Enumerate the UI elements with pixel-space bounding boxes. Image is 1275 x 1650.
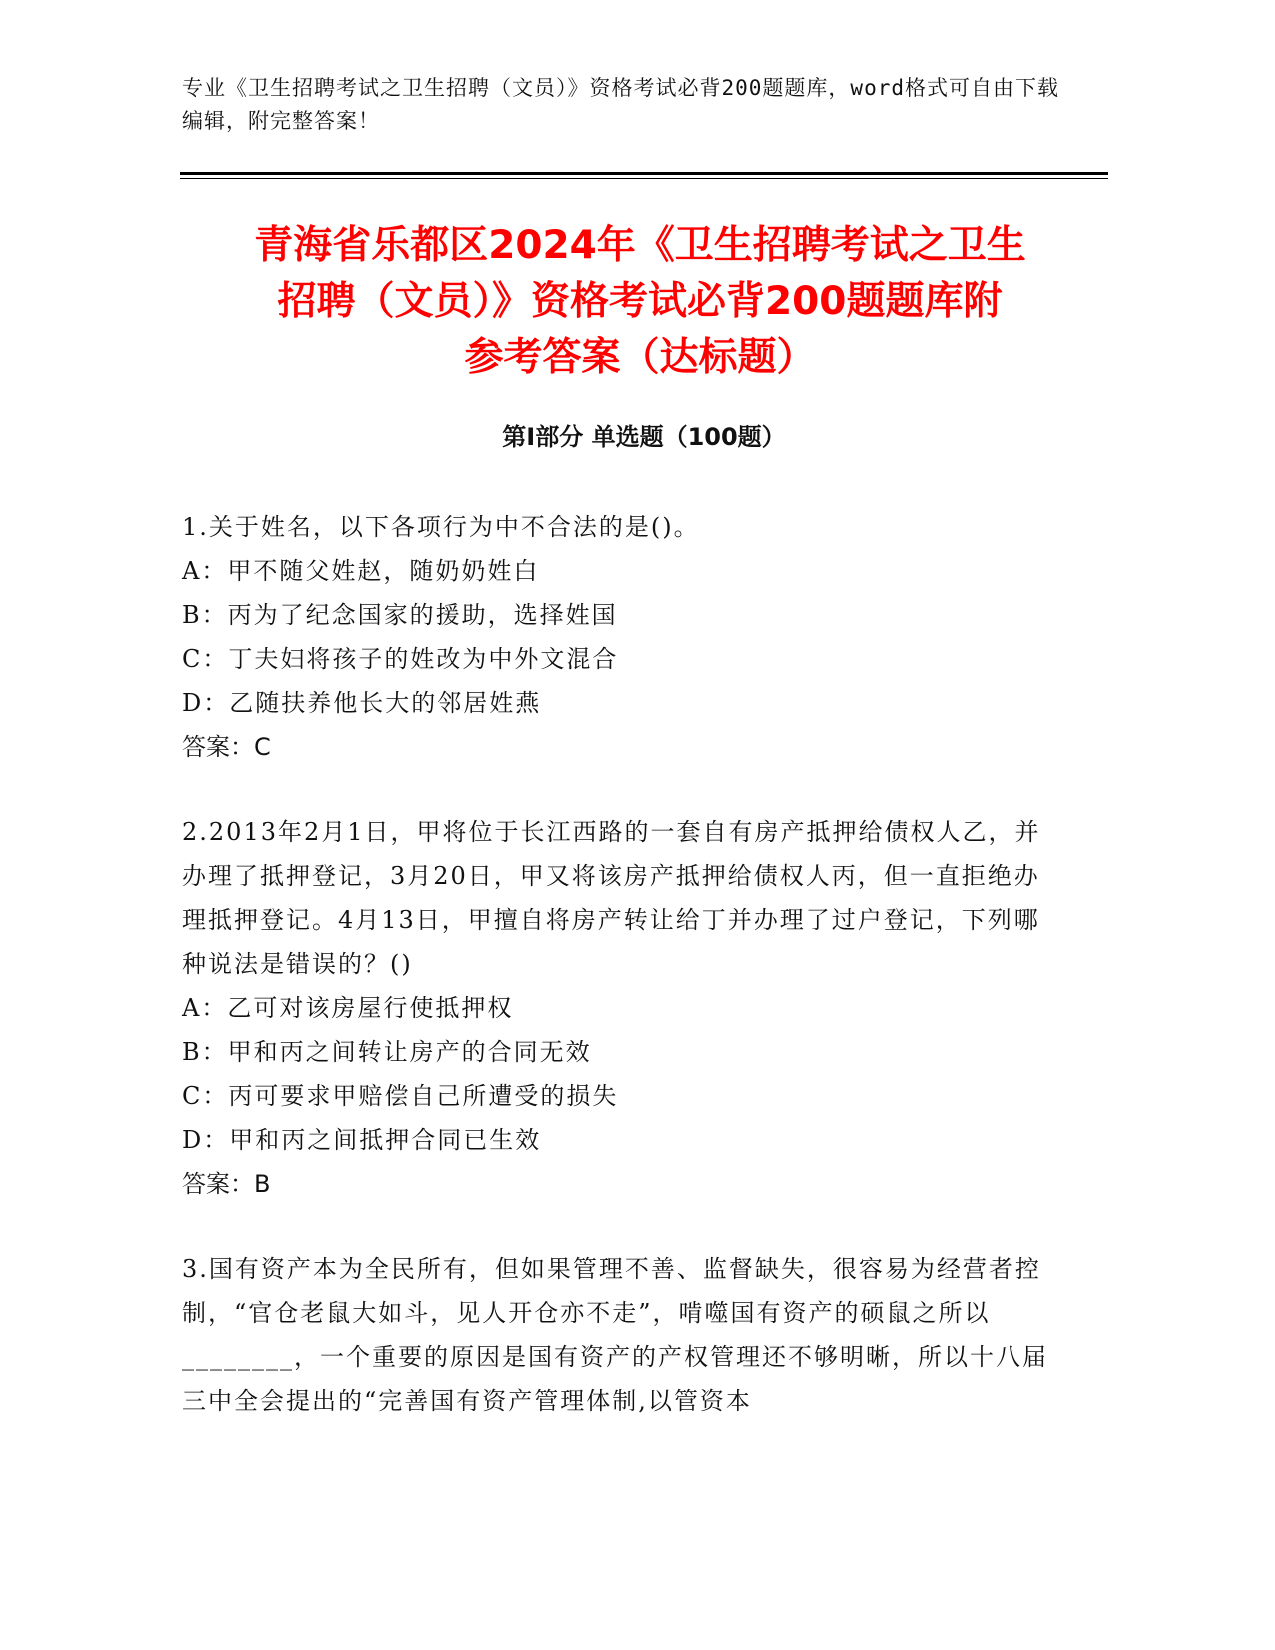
- header-divider-thin: [180, 178, 1108, 179]
- question-item: [182, 1247, 1062, 1423]
- document-header-note: 专业《卫生招聘考试之卫生招聘（文员）》资格考试必背200题题库，word格式可自由下载编辑，附完整答案！: [182, 76, 1059, 133]
- question-list: [182, 505, 1062, 1464]
- question-stem: 2.2013年2月1日，甲将位于长江西路的一套自有房产抵押给债权人乙，并办理了抵押登记，3月20日，甲又将该房产抵押给债权人丙，但一直拒绝办理抵押登记。4月13日，甲擅自将房产转让给丁并办理了过户登记，下列哪种说法是错误的？(): [182, 818, 1041, 978]
- question-stem: 1.关于姓名，以下各项行为中不合法的是()。: [182, 513, 700, 541]
- title-line: 青海省乐都区2024年《卫生招聘考试之卫生: [254, 223, 1026, 268]
- option-b: B：丙为了纪念国家的援助，选择姓国: [182, 601, 618, 629]
- option-d: D：乙随扶养他长大的邻居姓燕: [182, 689, 542, 717]
- option-a: A：甲不随父姓赵，随奶奶姓白: [182, 557, 540, 585]
- answer-line: 答案：B: [182, 1170, 271, 1198]
- title-line: 招聘（文员）》资格考试必背200题题库附: [277, 279, 1003, 324]
- option-c: C：丁夫妇将孩子的姓改为中外文混合: [182, 645, 619, 673]
- option-c: C：丙可要求甲赔偿自己所遭受的损失: [182, 1082, 619, 1110]
- section-title: 第Ⅰ部分 单选题（100题）: [502, 423, 786, 451]
- option-a: A：乙可对该房屋行使抵押权: [182, 994, 514, 1022]
- question-stem: 3.国有资产本为全民所有，但如果管理不善、监督缺失，很容易为经营者控制，“官仓老鼠大如斗，见人开仓亦不走”，啃噬国有资产的硕鼠之所以________，一个重要的原因是国有资产的产权管理还不够明晰，所以十八届三中全会提出的“完善国有资产管理体制,以管资本: [182, 1255, 1048, 1415]
- question-item: [182, 505, 1062, 769]
- option-b: B：甲和丙之间转让房产的合同无效: [182, 1038, 592, 1066]
- header-divider-thick: [180, 172, 1108, 175]
- title-line: 参考答案（达标题）: [464, 335, 816, 380]
- option-d: D：甲和丙之间抵押合同已生效: [182, 1126, 542, 1154]
- document-title: [160, 218, 1120, 386]
- question-item: [182, 810, 1062, 1206]
- answer-line: 答案：C: [182, 733, 271, 761]
